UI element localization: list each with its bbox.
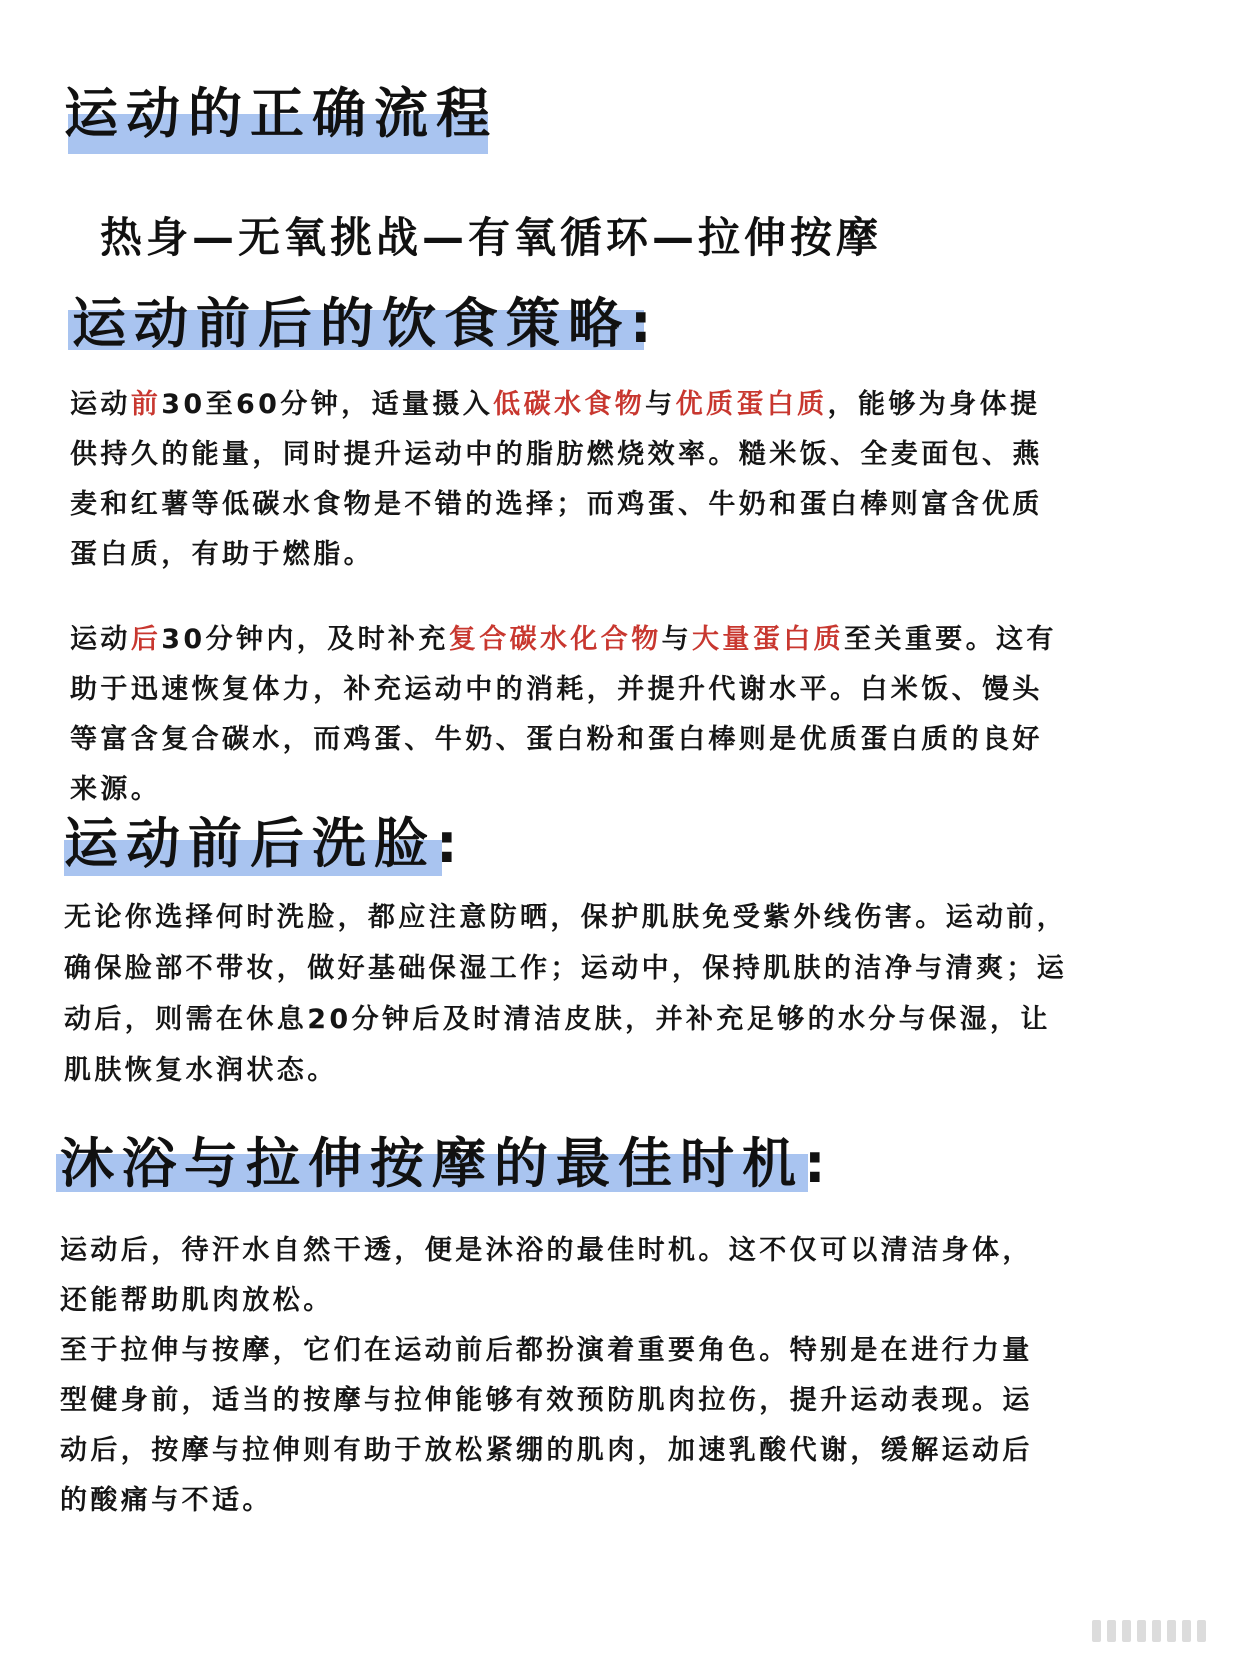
watermark xyxy=(1092,1620,1206,1642)
diet-paragraph-post: 运动后30分钟内，及时补充复合碳水化合物与大量蛋白质至关重要。这有助于迅速恢复体力，补充运动中的消耗，并提升代谢水平。白米饭、馒头等富含复合碳水，而鸡蛋、牛奶、蛋白粉和蛋白棒则是优质蛋白质的良好来源。 xyxy=(70,624,1057,805)
page-title: 运动的正确流程 xyxy=(64,82,498,146)
bath-heading: 沐浴与拉伸按摩的最佳时机: xyxy=(60,1132,834,1196)
diet-paragraph-pre: 运动前30至60分钟，适量摄入低碳水食物与优质蛋白质，能够为身体提供持久的能量，同时提升运动中的脂肪燃烧效率。糙米饭、全麦面包、燕麦和红薯等低碳水食物是不错的选择；而鸡蛋、牛奶和蛋白棒则富含优质蛋白质，有助于燃脂。 xyxy=(70,389,1043,570)
face-paragraph: 无论你选择何时洗脸，都应注意防晒，保护肌肤免受紫外线伤害。运动前，确保脸部不带妆，做好基础保湿工作；运动中，保持肌肤的洁净与清爽；运动后，则需在休息20分钟后及时清洁皮肤，并补充足够的水分与保湿，让肌肤恢复水润状态。 xyxy=(64,902,1068,1086)
bath-paragraph-1: 运动后，待汗水自然干透，便是沐浴的最佳时机。这不仅可以清洁身体，还能帮助肌肉放松。 xyxy=(60,1235,1033,1316)
exercise-flow: 热身—无氧挑战—有氧循环—拉伸按摩 xyxy=(100,213,883,262)
face-heading: 运动前后洗脸: xyxy=(64,812,466,875)
bath-paragraph-2: 至于拉伸与按摩，它们在运动前后都扮演着重要角色。特别是在进行力量型健身前，适当的按摩与拉伸能够有效预防肌肉拉伤，提升运动表现。运动后，按摩与拉伸则有助于放松紧绷的肌肉，加速乳酸代谢，缓解运动后的酸痛与不适。 xyxy=(60,1335,1033,1516)
diet-heading: 运动前后的饮食策略: xyxy=(72,292,660,356)
